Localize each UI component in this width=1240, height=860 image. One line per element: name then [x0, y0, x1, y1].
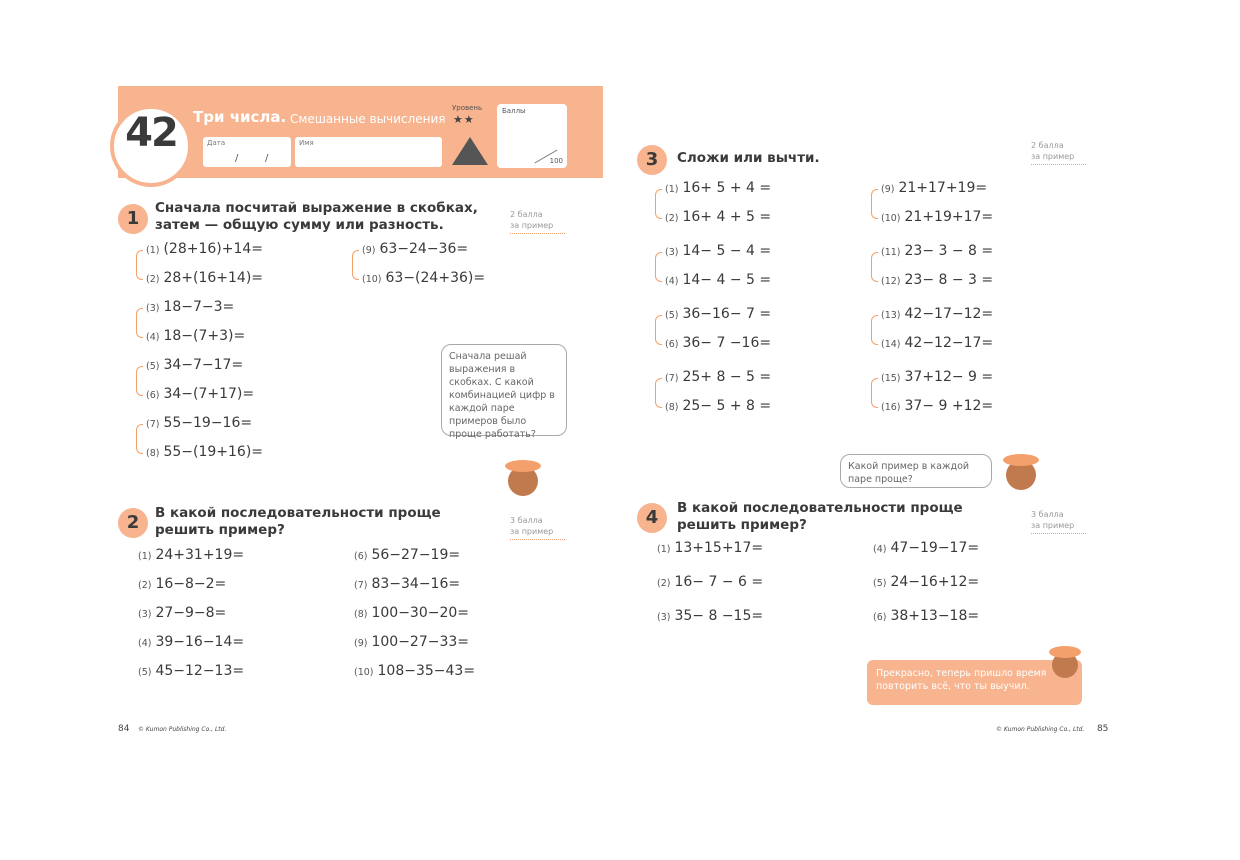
- exercise-expression: 45−12−13=: [155, 663, 245, 679]
- pair-bracket: [655, 315, 662, 345]
- exercise-expression: 42−17−12=: [904, 306, 994, 322]
- exercise-item: [881, 369, 993, 385]
- pair-bracket: [871, 252, 878, 282]
- exercise-expression: 25− 5 + 8 =: [682, 398, 772, 414]
- exercise-item: [665, 243, 771, 259]
- exercise-number: (6): [873, 612, 887, 623]
- exercise-number: (3): [138, 609, 152, 620]
- page-number: 85: [1096, 724, 1109, 734]
- pair-bracket: [871, 315, 878, 345]
- exercise-expression: 56−27−19=: [371, 547, 461, 563]
- exercise-item: [146, 299, 234, 315]
- exercise-number: (10): [354, 667, 374, 678]
- exercise-number: (9): [354, 638, 368, 649]
- exercise-number: (7): [146, 419, 160, 430]
- exercise-expression: 34−(7+17)=: [163, 386, 255, 402]
- section-number: 1: [118, 204, 148, 234]
- section-number: 3: [637, 145, 667, 175]
- mascot-hat-icon: [1049, 646, 1081, 658]
- exercise-expression: 24−16+12=: [890, 574, 980, 590]
- copyright: © Kumon Publishing Co., Ltd.: [138, 726, 227, 733]
- page-footer: [118, 724, 226, 734]
- page-footer: [996, 724, 1108, 734]
- exercise-item: [665, 306, 771, 322]
- exercise-item: [873, 608, 979, 624]
- exercise-item: [146, 270, 263, 286]
- exercise-item: [873, 540, 979, 556]
- exercise-expression: 108−35−43=: [377, 663, 476, 679]
- exercise-expression: 14− 5 − 4 =: [682, 243, 772, 259]
- exercise-item: [354, 663, 475, 679]
- points-unit: за пример: [1031, 521, 1075, 530]
- exercise-number: (9): [881, 184, 895, 195]
- exercise-number: (3): [665, 247, 679, 258]
- exercise-expression: (28+16)+14=: [163, 241, 264, 257]
- exercise-item: [146, 357, 243, 373]
- exercise-number: (1): [138, 551, 152, 562]
- exercise-number: (14): [881, 339, 901, 350]
- pair-bracket: [655, 189, 662, 219]
- exercise-number: (5): [665, 310, 679, 321]
- exercise-expression: 38+13−18=: [890, 608, 980, 624]
- exercise-number: (6): [354, 551, 368, 562]
- exercise-item: [138, 576, 226, 592]
- exercise-number: (11): [881, 247, 901, 258]
- points-note: [510, 515, 565, 540]
- exercise-item: [881, 398, 993, 414]
- points-unit: за пример: [510, 221, 554, 230]
- name-label: Имя: [299, 139, 314, 147]
- exercise-expression: 63−24−36=: [379, 241, 469, 257]
- exercise-item: [354, 576, 460, 592]
- date-separator: /: [265, 153, 269, 164]
- exercise-expression: 35− 8 −15=: [674, 608, 764, 624]
- date-label: Дата: [207, 139, 226, 147]
- lesson-number: 42: [125, 110, 177, 156]
- exercise-number: (13): [881, 310, 901, 321]
- exercise-expression: 100−30−20=: [371, 605, 470, 621]
- exercise-item: [881, 272, 993, 288]
- page-title: Три числа.: [193, 108, 287, 126]
- copyright: © Kumon Publishing Co., Ltd.: [996, 726, 1085, 733]
- exercise-number: (3): [146, 303, 160, 314]
- exercise-item: [138, 605, 226, 621]
- exercise-expression: 16+ 5 + 4 =: [682, 180, 772, 196]
- instruction-line: решить пример?: [155, 522, 285, 538]
- exercise-number: (2): [146, 274, 160, 285]
- page-number: 84: [118, 724, 130, 734]
- exercise-number: (3): [657, 612, 671, 623]
- level-label: Уровень: [452, 104, 483, 112]
- level-stars: ★★: [453, 113, 475, 126]
- exercise-expression: 34−7−17=: [163, 357, 244, 373]
- exercise-number: (4): [665, 276, 679, 287]
- mascot-hat-icon: [1003, 454, 1039, 466]
- exercise-number: (6): [665, 339, 679, 350]
- exercise-number: (2): [665, 213, 679, 224]
- exercise-number: (12): [881, 276, 901, 287]
- pair-bracket: [136, 308, 143, 338]
- name-field[interactable]: [295, 137, 442, 167]
- exercise-expression: 37+12− 9 =: [904, 369, 994, 385]
- exercise-expression: 42−12−17=: [904, 335, 994, 351]
- exercise-number: (4): [146, 332, 160, 343]
- exercise-number: (6): [146, 390, 160, 401]
- exercise-expression: 14− 4 − 5 =: [682, 272, 772, 288]
- section-number: 2: [118, 508, 148, 538]
- pair-bracket: [136, 424, 143, 454]
- exercise-item: [657, 608, 763, 624]
- exercise-number: (10): [362, 274, 382, 285]
- instruction-line: решить пример?: [677, 517, 807, 533]
- exercise-number: (7): [665, 373, 679, 384]
- points-unit: за пример: [1031, 152, 1075, 161]
- section-instruction: [155, 505, 441, 539]
- exercise-number: (1): [657, 544, 671, 555]
- exercise-expression: 36−16− 7 =: [682, 306, 772, 322]
- exercise-item: [354, 634, 469, 650]
- exercise-expression: 21+19+17=: [904, 209, 994, 225]
- exercise-item: [138, 663, 244, 679]
- pair-bracket: [655, 378, 662, 408]
- exercise-expression: 39−16−14=: [155, 634, 245, 650]
- page-subtitle: Смешанные вычисления: [290, 112, 446, 126]
- exercise-number: (1): [146, 245, 160, 256]
- exercise-number: (8): [354, 609, 368, 620]
- exercise-number: (5): [146, 361, 160, 372]
- praise-banner: Прекрасно, теперь пришло время повторить всё, что ты выучил.: [867, 660, 1082, 705]
- exercise-expression: 100−27−33=: [371, 634, 470, 650]
- exercise-number: (2): [657, 578, 671, 589]
- exercise-item: [665, 398, 771, 414]
- exercise-item: [665, 209, 771, 225]
- exercise-item: [881, 180, 987, 196]
- pair-bracket: [871, 189, 878, 219]
- exercise-expression: 13+15+17=: [674, 540, 764, 556]
- date-separator: /: [235, 153, 239, 164]
- exercise-expression: 83−34−16=: [371, 576, 461, 592]
- exercise-number: (16): [881, 402, 901, 413]
- instruction-line: В какой последовательности проще: [155, 505, 441, 521]
- exercise-item: [362, 270, 485, 286]
- exercise-item: [881, 209, 993, 225]
- exercise-number: (2): [138, 580, 152, 591]
- points-value: 3 балла: [510, 516, 543, 525]
- hint-bubble: Сначала решай выражения в скобках. С какой комбинацией цифр в каждой паре примеров было проще работать?: [441, 344, 567, 436]
- exercise-expression: 55−19−16=: [163, 415, 253, 431]
- exercise-item: [657, 574, 763, 590]
- exercise-expression: 63−(24+36)=: [385, 270, 486, 286]
- exercise-item: [146, 386, 254, 402]
- exercise-number: (5): [873, 578, 887, 589]
- exercise-expression: 23− 8 − 3 =: [904, 272, 994, 288]
- exercise-expression: 27−9−8=: [155, 605, 227, 621]
- pair-bracket: [136, 366, 143, 396]
- exercise-item: [881, 335, 993, 351]
- exercise-item: [138, 547, 244, 563]
- exercise-number: (4): [138, 638, 152, 649]
- exercise-item: [665, 180, 771, 196]
- exercise-number: (15): [881, 373, 901, 384]
- exercise-expression: 24+31+19=: [155, 547, 245, 563]
- exercise-item: [146, 241, 263, 257]
- exercise-expression: 18−(7+3)=: [163, 328, 246, 344]
- instruction-line: Сначала посчитай выражение в скобках,: [155, 200, 478, 216]
- exercise-expression: 47−19−17=: [890, 540, 980, 556]
- instruction-line: В какой последовательности проще: [677, 500, 963, 516]
- exercise-expression: 37− 9 +12=: [904, 398, 994, 414]
- exercise-number: (9): [362, 245, 376, 256]
- exercise-item: [146, 328, 245, 344]
- exercise-expression: 16− 7 − 6 =: [674, 574, 764, 590]
- pair-bracket: [352, 250, 359, 280]
- exercise-item: [146, 444, 263, 460]
- exercise-item: [881, 306, 993, 322]
- section-instruction: [677, 500, 963, 534]
- points-note: [1031, 140, 1086, 165]
- exercise-number: (8): [665, 402, 679, 413]
- exercise-item: [665, 369, 771, 385]
- exercise-item: [657, 540, 763, 556]
- exercise-expression: 18−7−3=: [163, 299, 235, 315]
- points-note: [1031, 509, 1086, 534]
- pair-bracket: [871, 378, 878, 408]
- exercise-item: [665, 272, 771, 288]
- exercise-number: (1): [665, 184, 679, 195]
- exercise-item: [665, 335, 771, 351]
- exercise-item: [138, 634, 244, 650]
- exercise-number: (4): [873, 544, 887, 555]
- mascot-hat-icon: [505, 460, 541, 472]
- exercise-expression: 21+17+19=: [898, 180, 988, 196]
- exercise-expression: 28+(16+14)=: [163, 270, 264, 286]
- exercise-number: (8): [146, 448, 160, 459]
- exercise-expression: 25+ 8 − 5 =: [682, 369, 772, 385]
- level-mascot-icon: [452, 137, 488, 165]
- exercise-item: [362, 241, 468, 257]
- exercise-expression: 55−(19+16)=: [163, 444, 264, 460]
- exercise-number: (10): [881, 213, 901, 224]
- exercise-item: [873, 574, 979, 590]
- section-instruction: Сложи или вычти.: [677, 150, 820, 166]
- exercise-expression: 23− 3 − 8 =: [904, 243, 994, 259]
- exercise-expression: 16−8−2=: [155, 576, 227, 592]
- pair-bracket: [136, 250, 143, 280]
- score-label: Баллы: [502, 107, 526, 115]
- points-value: 2 балла: [1031, 141, 1064, 150]
- exercise-number: (7): [354, 580, 368, 591]
- pair-bracket: [655, 252, 662, 282]
- score-max: 100: [549, 157, 563, 165]
- score-box[interactable]: [497, 104, 567, 168]
- hint-bubble: Какой пример в каждой паре проще?: [840, 454, 992, 488]
- exercise-item: [881, 243, 993, 259]
- points-unit: за пример: [510, 527, 554, 536]
- exercise-expression: 16+ 4 + 5 =: [682, 209, 772, 225]
- date-field[interactable]: [203, 137, 291, 167]
- exercise-item: [146, 415, 252, 431]
- points-value: 3 балла: [1031, 510, 1064, 519]
- exercise-number: (5): [138, 667, 152, 678]
- section-number: 4: [637, 503, 667, 533]
- exercise-item: [354, 605, 469, 621]
- points-value: 2 балла: [510, 210, 543, 219]
- exercise-expression: 36− 7 −16=: [682, 335, 772, 351]
- exercise-item: [354, 547, 460, 563]
- section-instruction: [155, 200, 478, 234]
- instruction-line: затем — общую сумму или разность.: [155, 217, 444, 233]
- points-note: [510, 209, 565, 234]
